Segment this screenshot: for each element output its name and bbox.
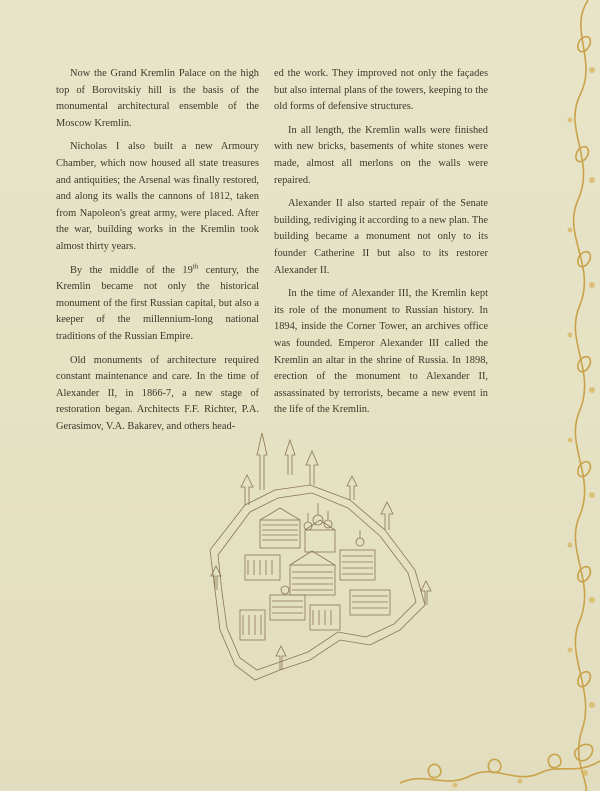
gold-corner-ornament — [400, 721, 600, 791]
paragraph: ed the work. They improved not only the façades but also internal plans of the towers, keeping to the old forms of defensive structures. — [274, 68, 488, 113]
paragraph: Alexander II also started repair of the Senate building, rediviging it according to a new plan. The building became a monument not only to its founder Catherine II but also to its restorer Alexander II. — [274, 198, 488, 276]
paragraph: Old monuments of architecture required constant maintenance and care. In the time of Alexander II, in 1866-7, a new stage of restoration began. Architects F.F. Richter, P.A. Gerasimov, V.A. Bakarev, and others head- — [56, 354, 259, 432]
superscript: th — [192, 262, 199, 271]
paragraph: In the time of Alexander III, the Kremlin kept its role of the monument to Russian history. In 1894, inside the Corner Tower, an archives office was founded. Emperor Alexander III called the Kremlin an altar in the shrine of Russia. In 1898, erection of the monument to Alexander II, assassinated by terrorists, became a new event in the life of the Kremlin. — [274, 288, 488, 416]
paragraph-text: By the middle of the 19 — [70, 264, 193, 276]
kremlin-engraving-illustration — [200, 430, 440, 695]
paragraph — [56, 263, 259, 346]
text-column-right — [274, 66, 488, 426]
paragraph: Now the Grand Kremlin Palace on the high top of Borovitskiy hill is the basis of the monumental architectural ensemble of the Moscow Kremlin. — [56, 68, 259, 129]
paragraph-text: century, the Kremlin became not only the historical monument of the first Russian capital, but also a keeper of the millennium-long national traditions of the Russian Empire. — [56, 264, 259, 342]
text-column-left — [56, 66, 259, 442]
paragraph: Nicholas I also built a new Armoury Chamber, which now housed all state treasures and antiquities; the Arsenal was finally restored, and along its walls the cannons of 1812, taken from Napoleon's great army, were placed. After the war, building works in the Kremlin took almost thirty years. — [56, 141, 259, 252]
gold-floral-ornament — [558, 0, 600, 791]
paragraph: In all length, the Kremlin walls were finished with new bricks, basements of white stones were made, almost all merlons on the walls were repaired. — [274, 124, 488, 186]
